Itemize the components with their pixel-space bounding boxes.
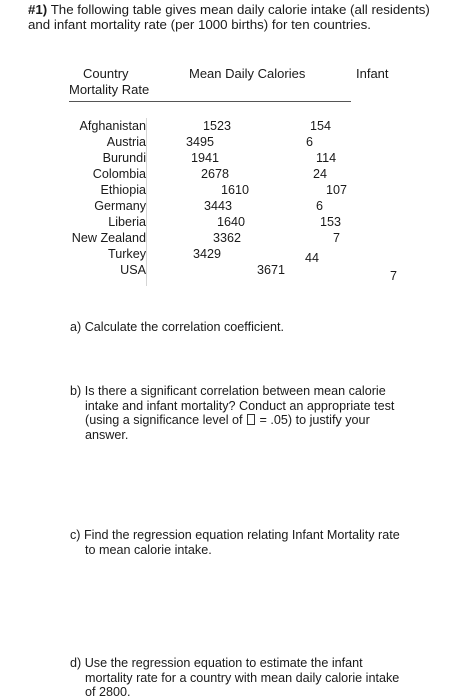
table-header-rule [69,101,351,102]
question-b-line: b) Is there a significant correlation between mean calorie [70,384,386,398]
calories-cell: 3362 [213,231,242,245]
problem-heading [28,2,448,32]
country-cell: Liberia [108,215,146,229]
infant-mortality-cell: 153 [320,215,342,229]
infant-mortality-cell: 114 [316,151,337,165]
question-d-line: of 2800. [85,685,131,699]
header-calories: Mean Daily Calories [189,66,306,81]
calories-cell: 1610 [221,183,250,197]
country-cell: New Zealand [71,231,146,245]
question-d-line: d) Use the regression equation to estimate the infant [70,656,363,670]
question-b-line: intake and infant mortality? Conduct an appropriate test [85,398,395,413]
country-cell: Burundi [102,151,146,165]
infant-mortality-cell: 44 [305,251,320,265]
calories-cell: 2678 [201,167,230,181]
table-column-divider [146,118,147,286]
question-c-line: c) Find the regression equation relating Infant Mortality rate [70,528,400,542]
infant-mortality-cell: 7 [390,269,398,283]
country-cell: Germany [94,199,146,213]
infant-mortality-cell: 154 [310,119,332,133]
calories-cell: 3495 [186,135,215,149]
question-b [70,384,430,442]
country-cell: Colombia [92,167,146,181]
question-b-text: = .05) to justify your [259,413,370,427]
missing-symbol-icon [247,414,255,425]
infant-mortality-cell: 6 [306,135,314,149]
question-b-line: answer. [85,427,129,442]
country-cell: Afghanistan [79,119,146,133]
country-cell: Turkey [107,247,146,261]
calories-cell: 1640 [217,215,246,229]
calories-cell: 1523 [203,119,232,133]
question-b-text: (using a significance level of [85,413,243,427]
header-country: Country [83,66,129,81]
problem-intro: The following table gives mean daily calorie intake (all residents) and infant mortality rate (per 1000 births) for ten countries. [28,2,430,32]
country-cell: USA [120,263,146,277]
question-a: a) Calculate the correlation coefficient. [70,320,284,334]
question-d-line: mortality rate for a country with mean daily calorie intake [85,670,400,685]
infant-mortality-cell: 24 [313,167,328,181]
calories-cell: 3443 [204,199,233,213]
question-c [70,528,430,557]
question-b-line [70,413,430,428]
calories-cell: 3429 [193,247,222,261]
header-mortality-rate: Mortality Rate [69,82,150,97]
infant-mortality-cell: 107 [326,183,348,197]
question-c-line: to mean calorie intake. [85,542,212,557]
problem-number: #1) [28,2,48,17]
country-cell: Austria [106,135,146,149]
question-d [70,656,430,700]
infant-mortality-cell: 6 [316,199,324,213]
calories-cell: 3671 [257,263,286,277]
calories-cell: 1941 [191,151,220,165]
country-cell: Ethiopia [100,183,146,197]
infant-mortality-cell: 7 [333,231,341,245]
header-infant: Infant [356,66,389,81]
